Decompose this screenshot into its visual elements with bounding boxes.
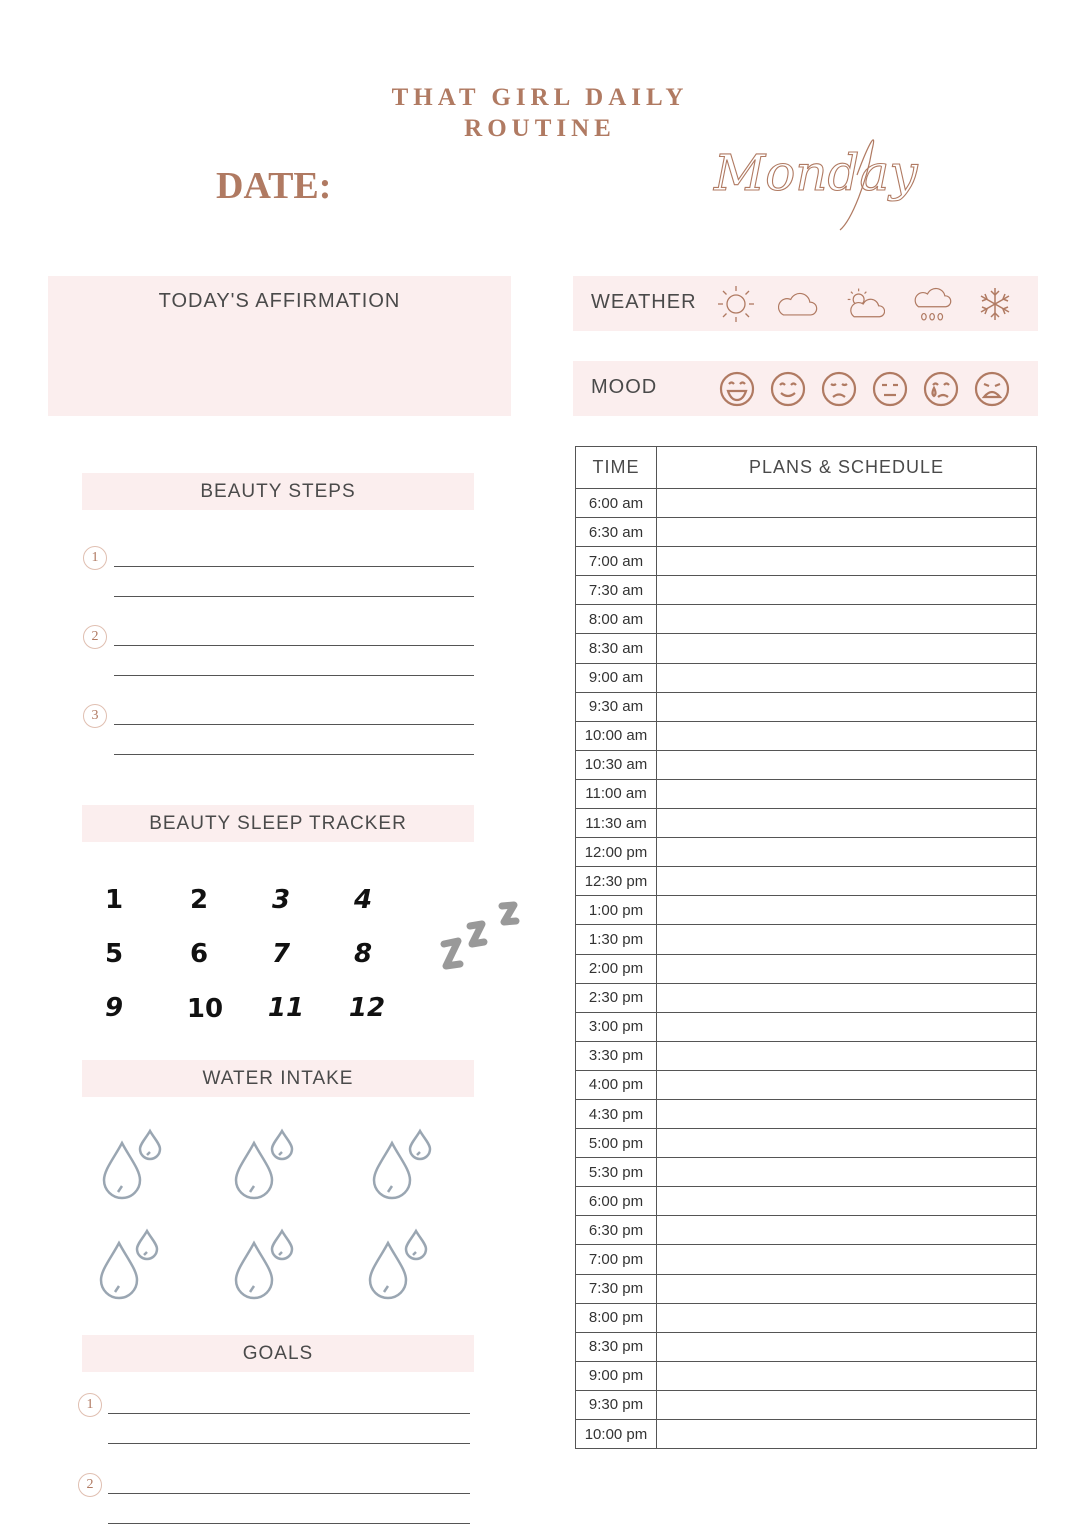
crying-face-icon[interactable] [921, 369, 961, 409]
schedule-table [575, 446, 1037, 1449]
plan-cell[interactable] [657, 576, 1037, 605]
schedule-row [576, 1274, 1037, 1303]
snowflake-icon[interactable] [975, 284, 1015, 324]
schedule-row [576, 1303, 1037, 1332]
time-slot-label: 10:00 am [576, 721, 657, 750]
upset-face-icon[interactable] [972, 369, 1012, 409]
time-slot-label: 8:00 pm [576, 1303, 657, 1332]
mood-panel [573, 361, 1038, 416]
sleep-hour[interactable]: 2 [189, 885, 209, 915]
schedule-row [576, 809, 1037, 838]
time-slot-label: 6:00 am [576, 489, 657, 518]
schedule-row [576, 750, 1037, 779]
title-line-2: ROUTINE [464, 115, 616, 142]
time-slot-label: 8:00 am [576, 605, 657, 634]
beauty-step-line[interactable] [114, 645, 474, 646]
goal-line[interactable] [108, 1493, 470, 1494]
time-slot-label: 3:00 pm [576, 1012, 657, 1041]
schedule-row [576, 1245, 1037, 1274]
sleep-hour[interactable]: 12 [348, 993, 386, 1023]
cloud-icon[interactable] [778, 284, 818, 324]
schedule-row [576, 1216, 1037, 1245]
water-drop-icon[interactable] [230, 1228, 300, 1308]
zzz-icon [436, 896, 526, 976]
goal-line[interactable] [108, 1443, 470, 1444]
plan-cell[interactable] [657, 1187, 1037, 1216]
plan-cell[interactable] [657, 1361, 1037, 1390]
plan-cell[interactable] [657, 867, 1037, 896]
time-slot-label: 5:00 pm [576, 1129, 657, 1158]
goals-header: GOALS [82, 1335, 474, 1372]
goal-line[interactable] [108, 1413, 470, 1414]
time-slot-label: 5:30 pm [576, 1158, 657, 1187]
schedule-row [576, 1012, 1037, 1041]
time-slot-label: 2:30 pm [576, 983, 657, 1012]
plan-cell[interactable] [657, 1012, 1037, 1041]
weather-label: WEATHER [591, 291, 697, 313]
schedule-row [576, 518, 1037, 547]
time-slot-label: 9:00 pm [576, 1361, 657, 1390]
schedule-row [576, 779, 1037, 808]
mood-label: MOOD [591, 376, 658, 398]
day-text: Monday [714, 144, 918, 202]
time-slot-label: 10:00 pm [576, 1420, 657, 1449]
sad-face-icon[interactable] [819, 369, 859, 409]
time-slot-label: 2:00 pm [576, 954, 657, 983]
plan-cell[interactable] [657, 1420, 1037, 1449]
sleep-hour[interactable]: 9 [104, 993, 124, 1023]
time-slot-label: 1:00 pm [576, 896, 657, 925]
water-drop-icon[interactable] [95, 1228, 165, 1308]
schedule-header-row [576, 447, 1037, 489]
schedule-row [576, 663, 1037, 692]
water-drop-icon[interactable] [368, 1128, 438, 1208]
time-slot-label: 9:30 am [576, 692, 657, 721]
weather-panel [573, 276, 1038, 331]
plan-cell[interactable] [657, 547, 1037, 576]
sleep-hour[interactable]: 10 [186, 994, 224, 1024]
beauty-step-number: 1 [83, 546, 107, 570]
date-label: DATE: [216, 165, 332, 207]
plan-cell[interactable] [657, 896, 1037, 925]
plan-cell[interactable] [657, 489, 1037, 518]
beauty-step-number: 3 [83, 704, 107, 728]
time-column-header: TIME [576, 447, 657, 489]
beauty-step-line[interactable] [114, 754, 474, 755]
schedule-row [576, 547, 1037, 576]
time-slot-label: 4:30 pm [576, 1099, 657, 1128]
water-drop-icon[interactable] [98, 1128, 168, 1208]
plan-cell[interactable] [657, 721, 1037, 750]
neutral-face-icon[interactable] [870, 369, 910, 409]
laughing-face-icon[interactable] [717, 369, 757, 409]
affirmation-panel[interactable] [48, 276, 511, 416]
schedule-row [576, 576, 1037, 605]
sleep-hour[interactable]: 1 [104, 885, 124, 915]
water-drop-icon[interactable] [364, 1228, 434, 1308]
goal-number: 2 [78, 1473, 102, 1497]
schedule-row [576, 1361, 1037, 1390]
rain-cloud-icon[interactable] [913, 284, 953, 324]
plan-cell[interactable] [657, 518, 1037, 547]
schedule-row [576, 1099, 1037, 1128]
plan-cell[interactable] [657, 1274, 1037, 1303]
sleep-hour[interactable]: 6 [189, 939, 209, 969]
beauty-steps-header: BEAUTY STEPS [82, 473, 474, 510]
plan-cell[interactable] [657, 1070, 1037, 1099]
schedule-row [576, 838, 1037, 867]
schedule-row [576, 1187, 1037, 1216]
time-slot-label: 10:30 am [576, 750, 657, 779]
plan-cell[interactable] [657, 750, 1037, 779]
sleep-hour[interactable]: 11 [267, 993, 305, 1023]
time-slot-label: 12:30 pm [576, 867, 657, 896]
plan-cell[interactable] [657, 663, 1037, 692]
time-slot-label: 9:00 am [576, 663, 657, 692]
sleep-hour[interactable]: 7 [271, 939, 291, 969]
affirmation-label: TODAY'S AFFIRMATION [158, 290, 401, 312]
time-slot-label: 4:00 pm [576, 1070, 657, 1099]
plan-cell[interactable] [657, 779, 1037, 808]
plan-cell[interactable] [657, 809, 1037, 838]
water-intake-header: WATER INTAKE [82, 1060, 474, 1097]
time-slot-label: 7:00 pm [576, 1245, 657, 1274]
time-slot-label: 7:30 pm [576, 1274, 657, 1303]
beauty-step-line[interactable] [114, 724, 474, 725]
day-script [712, 120, 922, 240]
schedule-row [576, 1070, 1037, 1099]
schedule-row [576, 489, 1037, 518]
time-slot-label: 11:00 am [576, 779, 657, 808]
beauty-step-number: 2 [83, 625, 107, 649]
sleep-hour[interactable]: 5 [104, 939, 124, 969]
beauty-step-line[interactable] [114, 566, 474, 567]
plan-cell[interactable] [657, 1216, 1037, 1245]
plan-cell[interactable] [657, 1129, 1037, 1158]
plan-cell[interactable] [657, 1332, 1037, 1361]
sleep-tracker-header: BEAUTY SLEEP TRACKER [82, 805, 474, 842]
smiling-face-icon[interactable] [768, 369, 808, 409]
schedule-row [576, 692, 1037, 721]
time-slot-label: 11:30 am [576, 809, 657, 838]
schedule-row [576, 1158, 1037, 1187]
sleep-hour[interactable]: 3 [271, 885, 291, 915]
time-slot-label: 3:30 pm [576, 1041, 657, 1070]
plan-cell[interactable] [657, 1041, 1037, 1070]
schedule-row [576, 925, 1037, 954]
schedule-row [576, 605, 1037, 634]
plan-cell[interactable] [657, 1303, 1037, 1332]
goal-line[interactable] [108, 1523, 470, 1524]
plan-cell[interactable] [657, 692, 1037, 721]
plan-cell[interactable] [657, 1245, 1037, 1274]
title-line-1: THAT GIRL DAILY [391, 84, 689, 111]
schedule-row [576, 1390, 1037, 1419]
goal-number: 1 [78, 1393, 102, 1417]
schedule-row [576, 867, 1037, 896]
plan-cell[interactable] [657, 1158, 1037, 1187]
plans-column-header: PLANS & SCHEDULE [657, 447, 1037, 489]
schedule-row [576, 1129, 1037, 1158]
time-slot-label: 12:00 pm [576, 838, 657, 867]
sleep-hour[interactable]: 4 [353, 885, 373, 915]
plan-cell[interactable] [657, 634, 1037, 663]
schedule-row [576, 983, 1037, 1012]
plan-cell[interactable] [657, 838, 1037, 867]
sleep-hour[interactable]: 8 [353, 939, 373, 969]
sun-icon[interactable] [716, 284, 756, 324]
time-slot-label: 6:00 pm [576, 1187, 657, 1216]
water-drop-icon[interactable] [230, 1128, 300, 1208]
time-slot-label: 8:30 am [576, 634, 657, 663]
time-slot-label: 6:30 am [576, 518, 657, 547]
time-slot-label: 1:30 pm [576, 925, 657, 954]
plan-cell[interactable] [657, 1099, 1037, 1128]
beauty-step-line[interactable] [114, 596, 474, 597]
page-title [340, 82, 740, 144]
time-slot-label: 6:30 pm [576, 1216, 657, 1245]
schedule-row [576, 896, 1037, 925]
time-slot-label: 7:30 am [576, 576, 657, 605]
plan-cell[interactable] [657, 983, 1037, 1012]
plan-cell[interactable] [657, 925, 1037, 954]
time-slot-label: 7:00 am [576, 547, 657, 576]
schedule-row [576, 721, 1037, 750]
time-slot-label: 8:30 pm [576, 1332, 657, 1361]
plan-cell[interactable] [657, 1390, 1037, 1419]
plan-cell[interactable] [657, 605, 1037, 634]
schedule-row [576, 1041, 1037, 1070]
schedule-row [576, 634, 1037, 663]
plan-cell[interactable] [657, 954, 1037, 983]
time-slot-label: 9:30 pm [576, 1390, 657, 1419]
schedule-row [576, 1332, 1037, 1361]
partly-cloudy-icon[interactable] [845, 284, 885, 324]
schedule-row [576, 1420, 1037, 1449]
schedule-row [576, 954, 1037, 983]
beauty-step-line[interactable] [114, 675, 474, 676]
